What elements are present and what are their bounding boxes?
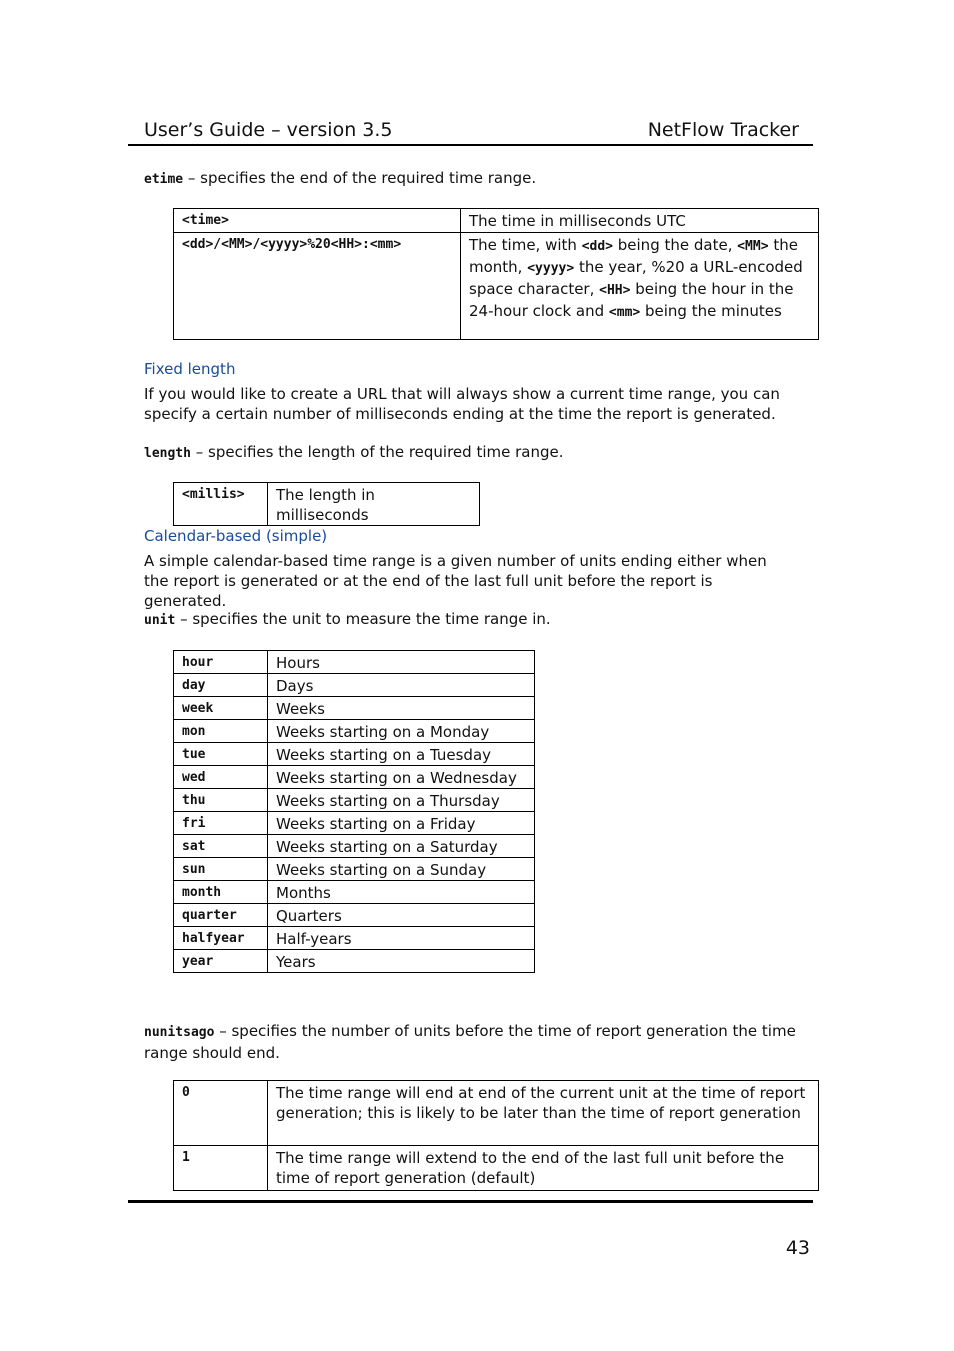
table-value: The time range will extend to the end of the last full unit before the time of report generation (default) [268,1146,819,1191]
table-value: Weeks [268,697,535,720]
table-key: 0 [174,1081,268,1146]
table-key: <dd>/<MM>/<yyyy>%20<HH>:<mm> [174,233,461,340]
calendar-paragraph: A simple calendar-based time range is a given number of units ending either when the report is generated or at the end of the last full unit before the report is generated. [144,552,767,610]
table-row [174,812,535,835]
table-key: month [174,881,268,904]
table-row [174,950,535,973]
fixed-length-paragraph: If you would like to create a URL that will always show a current time range, you can specify a certain number of milliseconds ending at the time the report is generated. [144,385,780,423]
table-value: Years [268,950,535,973]
table-value: Weeks starting on a Wednesday [268,766,535,789]
table-row [174,209,819,233]
fixed-length-heading: Fixed length [144,360,236,378]
table-value: Weeks starting on a Thursday [268,789,535,812]
table-row [174,1146,819,1191]
table-row [174,858,535,881]
table-key: quarter [174,904,268,927]
footer-rule [128,1200,813,1203]
table-value: The time in milliseconds UTC [461,209,819,233]
table-row [174,835,535,858]
table-value: Quarters [268,904,535,927]
table-row [174,674,535,697]
table-row [174,720,535,743]
table-row [174,1081,819,1146]
table-key: sun [174,858,268,881]
table-value: Days [268,674,535,697]
table-value: Weeks starting on a Monday [268,720,535,743]
table-value: Weeks starting on a Saturday [268,835,535,858]
table-key: halfyear [174,927,268,950]
table-value: The time range will end at end of the current unit at the time of report generation; this is likely to be later than the time of report generation [268,1081,819,1146]
nunitsago-description: nunitsago – specifies the number of units before the time of report generation the time range should end. [144,1022,796,1062]
table-row [174,766,535,789]
etime-description: etime – specifies the end of the required time range. [144,169,537,187]
table-value: Weeks starting on a Tuesday [268,743,535,766]
table-key: wed [174,766,268,789]
table-row [174,927,535,950]
unit-table [173,650,535,973]
length-table [173,482,480,526]
etime-param: etime [144,172,184,187]
table-row [174,743,535,766]
unit-param: unit [144,613,176,628]
table-value: Hours [268,651,535,674]
table-row [174,233,819,340]
unit-description: unit – specifies the unit to measure the time range in. [144,610,551,628]
table-value: The length in milliseconds [268,483,480,526]
table-key: <millis> [174,483,268,526]
calendar-heading: Calendar-based (simple) [144,527,328,545]
header-product: NetFlow Tracker [647,119,799,141]
table-value: Weeks starting on a Sunday [268,858,535,881]
table-value: Weeks starting on a Friday [268,812,535,835]
table-key: mon [174,720,268,743]
table-row [174,904,535,927]
length-param: length [144,446,191,461]
table-value: Half-years [268,927,535,950]
table-key: sat [174,835,268,858]
table-value: The time, with <dd> being the date, <MM> the month, <yyyy> the year, %20 a URL-encoded space character, <HH> being the hour in the 24-hour clock and <mm> being the minutes [461,233,819,340]
table-key: week [174,697,268,720]
header-title: User’s Guide – version 3.5 [144,119,393,141]
table-value: Months [268,881,535,904]
table-key: 1 [174,1146,268,1191]
table-key: thu [174,789,268,812]
header-rule [128,144,813,146]
table-key: year [174,950,268,973]
table-key: day [174,674,268,697]
etime-table [173,208,819,340]
table-row [174,651,535,674]
length-description: length – specifies the length of the required time range. [144,443,564,461]
table-key: hour [174,651,268,674]
nunitsago-table [173,1080,819,1191]
table-row [174,881,535,904]
table-key: tue [174,743,268,766]
table-row [174,483,480,526]
page-number: 43 [785,1237,810,1259]
nunitsago-param: nunitsago [144,1025,215,1040]
table-key: fri [174,812,268,835]
table-row [174,697,535,720]
table-key: <time> [174,209,461,233]
table-row [174,789,535,812]
